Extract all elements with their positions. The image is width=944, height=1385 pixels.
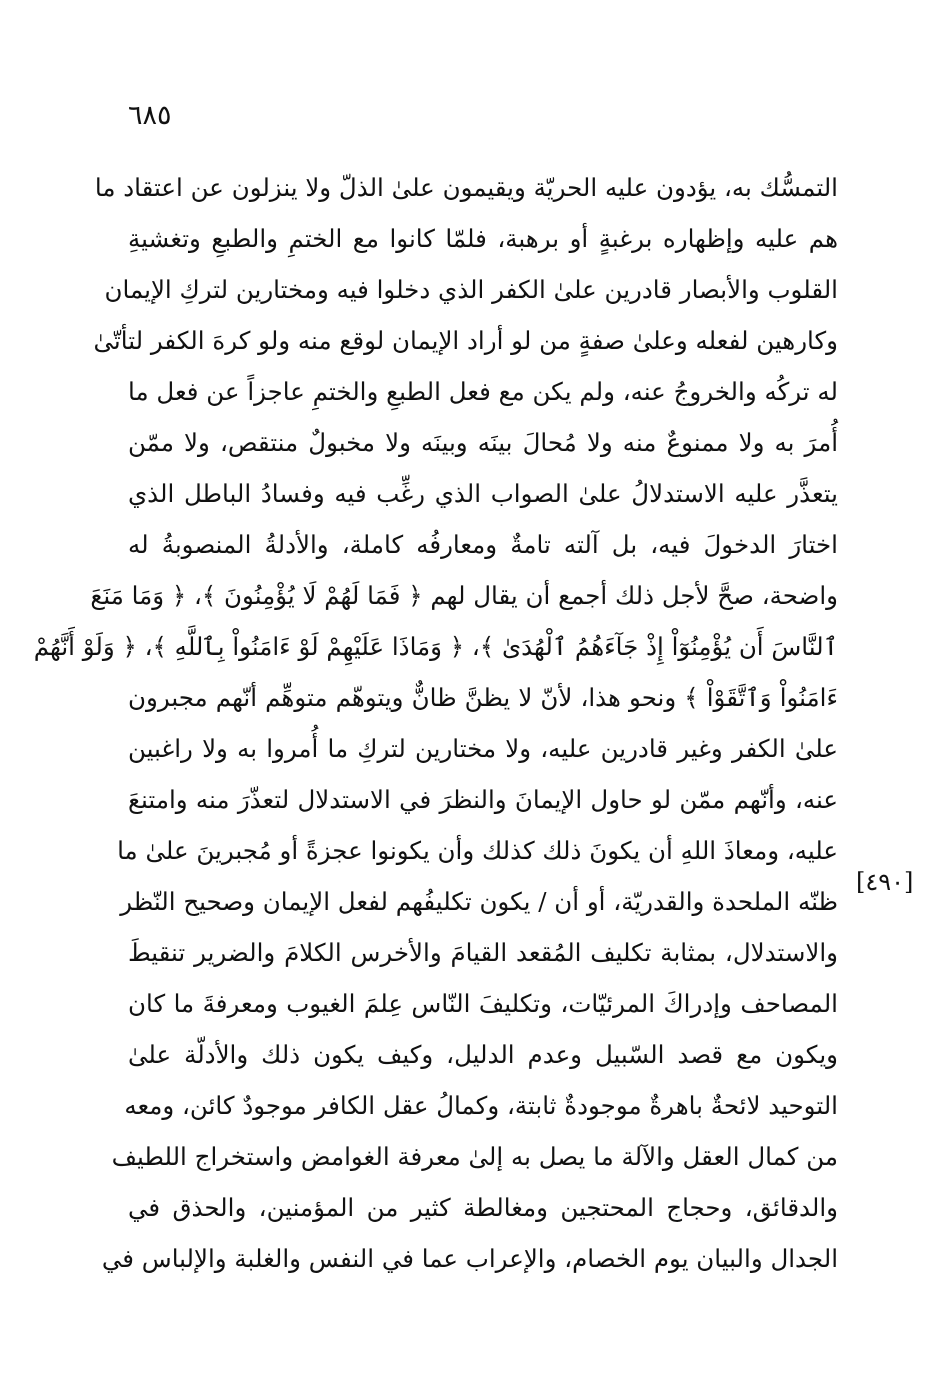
text-line: واضحة، صحَّ لأجل ذلك أجمع أن يقال لهم ﴿ فَمَا لَهُمْ لَا يُؤْمِنُونَ ﴾، ﴿ وَمَا مَنَعَ <box>90 581 838 610</box>
text-line: والدقائق، وحجاج المحتجين ومغالطة كثير من المؤمنين، والحذق في <box>128 1193 838 1222</box>
text-line: علىٰ الكفر وغير قادرين عليه، ولا مختارين لتركِ ما أُمروا به ولا راغبين <box>128 734 838 763</box>
body-text <box>33 162 838 1284</box>
text-line: اختارَ الدخولَ فيه، بل آلته تامةٌ ومعارفُه كاملة، والأدلةُ المنصوبةُ له <box>128 530 838 559</box>
text-line: عليه، ومعاذَ اللهِ أن يكونَ ذلك كذلك وأن يكونوا عجزةً أو مُجبرينَ علىٰ ما <box>117 836 838 865</box>
quran-verse-line: ٱلنَّاسَ أَن يُؤْمِنُوٓاْ إِذْ جَآءَهُمُ ٱلْهُدَىٰ ﴾، ﴿ وَمَاذَا عَلَيْهِمْ لَوْ ءَامَنُواْ بِٱللَّهِ ﴾، ﴿ وَلَوْ أَنَّهُمْ <box>33 632 838 661</box>
text-line: والاستدلال، بمثابة تكليف المُقعد القيامَ والأخرس الكلامَ والضرير تنقيطَ <box>128 938 838 967</box>
text-line: المصاحف وإدراكَ المرئيّات، وتكليفَ النّاس عِلمَ الغيوب ومعرفةَ ما كان <box>128 989 838 1018</box>
text-line: ويكون مع قصد السّبيل وعدم الدليل، وكيف يكون ذلك والأدلّة علىٰ <box>128 1040 838 1069</box>
text-line: القلوب والأبصار قادرين علىٰ الكفر الذي دخلوا فيه ومختارين لتركِ الإيمان <box>104 275 838 304</box>
text-line: هم عليه وإظهاره برغبةٍ أو برهبة، فلمّا كانوا مع الختمِ والطبعِ وتغشيةِ <box>128 224 838 253</box>
text-line: أُمرَ به ولا ممنوعٌ منه ولا مُحالَ بينَه وبينَه ولا مخبولٌ منتقص، ولا ممّن <box>128 428 838 457</box>
text-line: ءَامَنُواْ وَٱتَّقَوْاْ ﴾ ونحو هذا، لأنّ لا يظنَّ ظانٌّ ويتوهّم متوهِّم أنّهم مجبرون <box>128 683 838 712</box>
text-line: عنه، وأنّهم ممّن لو حاول الإيمانَ والنظرَ في الاستدلال لتعذّرَ منه وامتنعَ <box>128 785 838 814</box>
text-line: له تركُه والخروجُ عنه، ولم يكن مع فعل الطبعِ والختمِ عاجزاً عن فعل ما <box>128 377 838 406</box>
manuscript-folio-marker: [٤٩٠] <box>856 868 914 896</box>
text-line: يتعذَّر عليه الاستدلالُ علىٰ الصواب الذي رغِّب فيه وفسادُ الباطل الذي <box>128 479 838 508</box>
text-line: الجدال والبيان يوم الخصام، والإعراب عما في النفس والغلبة والإلباس في <box>101 1244 838 1273</box>
text-line: ظنّه الملحدة والقدريّة، أو أن / يكون تكليفُهم لفعل الإيمان وصحيح النّظر <box>120 887 838 916</box>
text-line: التمسُّك به، يؤدون عليه الحريّة ويقيمون علىٰ الذلّ ولا ينزلون عن اعتقاد ما <box>94 173 838 202</box>
page-number: ٦٨٥ <box>128 100 172 131</box>
text-line: من كمال العقل والآلة ما يصل به إلىٰ معرفة الغوامض واستخراج اللطيف <box>111 1142 838 1171</box>
text-line: التوحيد لائحةٌ باهرةٌ موجودةٌ ثابتة، وكمالُ عقل الكافر موجودٌ كائن، ومعه <box>124 1091 838 1120</box>
text-line: وكارهين لفعله وعلىٰ صفةٍ من لو أراد الإيمان لوقع منه ولو كرهَ الكفر لتأتّىٰ <box>93 326 838 355</box>
